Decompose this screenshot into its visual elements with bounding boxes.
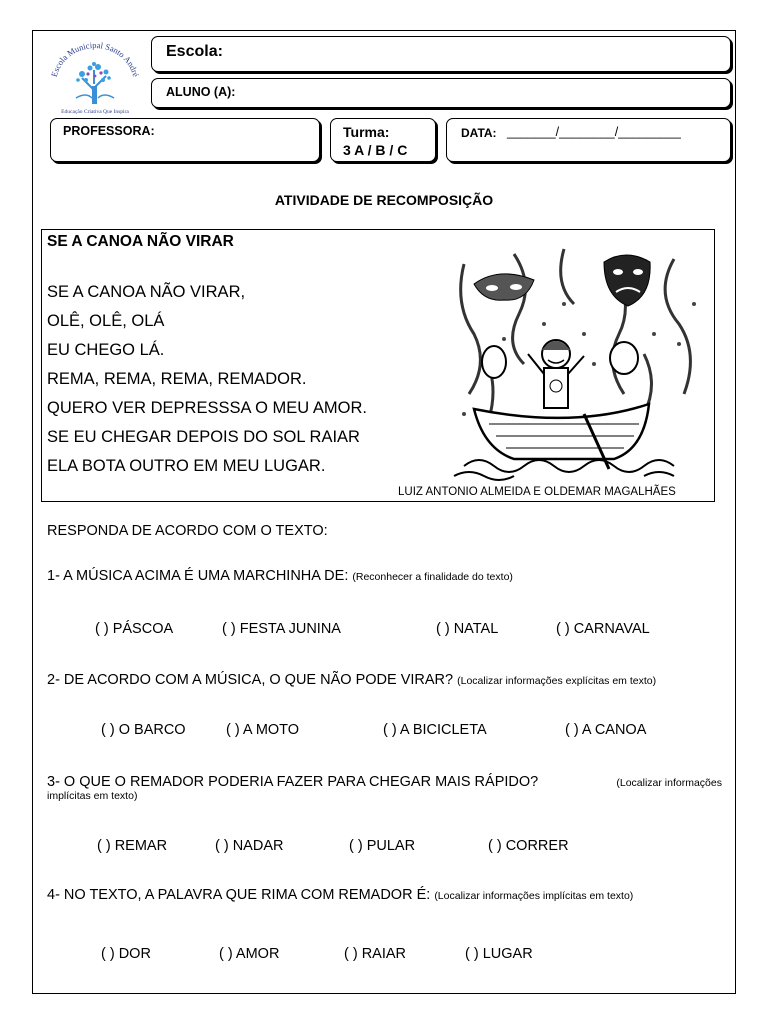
option-a-canoa[interactable]: ( ) A CANOA — [565, 722, 647, 738]
option-raiar[interactable]: ( ) RAIAR — [344, 946, 407, 962]
turma-field[interactable] — [330, 118, 436, 162]
poem-author: LUIZ ANTONIO ALMEIDA E OLDEMAR MAGALHÃES — [398, 486, 676, 498]
question-3 — [47, 774, 722, 802]
option-dor[interactable]: ( ) DOR — [101, 946, 151, 962]
poem-line: QUERO VER DEPRESSSA O MEU AMOR. — [47, 399, 367, 417]
question-skill: (Reconhecer a finalidade do texto) — [352, 571, 513, 583]
escola-field[interactable] — [151, 36, 731, 72]
question-skill-cont: implícitas em texto) — [47, 790, 138, 802]
question-skill: (Localizar informações — [616, 777, 722, 789]
option-amor[interactable]: ( ) AMOR — [219, 946, 280, 962]
question-skill: (Localizar informações explícitas em texto) — [457, 675, 657, 687]
turma-value: 3 A / B / C — [343, 142, 408, 158]
option-natal[interactable]: ( ) NATAL — [436, 621, 499, 637]
activity-title: ATIVIDADE DE RECOMPOSIÇÃO — [274, 192, 494, 208]
question-text: 2- DE ACORDO COM A MÚSICA, O QUE NÃO PODE VIRAR? — [47, 672, 454, 688]
question-skill: (Localizar informações implícitas em texto) — [434, 890, 634, 902]
poem-line: ELA BOTA OUTRO EM MEU LUGAR. — [47, 457, 326, 475]
question-text: 1- A MÚSICA ACIMA É UMA MARCHINHA DE: — [47, 568, 349, 584]
poem-title: SE A CANOA NÃO VIRAR — [47, 233, 234, 250]
option-nadar[interactable]: ( ) NADAR — [215, 838, 284, 854]
aluno-field[interactable] — [151, 78, 731, 108]
question-text: 4- NO TEXTO, A PALAVRA QUE RIMA COM REMADOR É: — [47, 887, 431, 903]
logo-motto: Educação Criativa Que Inspira — [61, 109, 129, 115]
instruction: RESPONDA DE ACORDO COM O TEXTO: — [47, 523, 328, 539]
option-a-moto[interactable]: ( ) A MOTO — [226, 722, 300, 738]
svg-text:Escola Municipal Santo André: Escola Municipal Santo André — [48, 40, 142, 78]
poem-line: SE A CANOA NÃO VIRAR, — [47, 283, 246, 301]
data-label: DATA: — [461, 126, 497, 140]
option-remar[interactable]: ( ) REMAR — [97, 838, 168, 854]
option-lugar[interactable]: ( ) LUGAR — [465, 946, 533, 962]
option-festa-junina[interactable]: ( ) FESTA JUNINA — [222, 621, 341, 637]
option-o-barco[interactable]: ( ) O BARCO — [101, 722, 186, 738]
professora-label: PROFESSORA: — [63, 124, 155, 138]
professora-field[interactable] — [50, 118, 320, 162]
carnival-canoe-illustration — [444, 244, 714, 484]
poem-line: SE EU CHEGAR DEPOIS DO SOL RAIAR — [47, 428, 360, 446]
poem-line: REMA, REMA, REMA, REMADOR. — [47, 370, 307, 388]
poem-line: OLÊ, OLÊ, OLÁ — [47, 312, 165, 330]
turma-label: Turma: — [343, 124, 390, 140]
tragedy-mask-icon — [604, 255, 650, 306]
question-2 — [47, 672, 656, 688]
option-pascoa[interactable]: ( ) PÁSCOA — [95, 621, 174, 637]
poem-line: EU CHEGO LÁ. — [47, 341, 165, 359]
aluno-label: ALUNO (A): — [166, 85, 236, 99]
canoe-shape — [474, 404, 649, 459]
question-text: 3- O QUE O REMADOR PODERIA FAZER PARA CHEGAR MAIS RÁPIDO? — [47, 774, 539, 790]
option-pular[interactable]: ( ) PULAR — [349, 838, 416, 854]
option-correr[interactable]: ( ) CORRER — [488, 838, 569, 854]
option-a-bicicleta[interactable]: ( ) A BICICLETA — [383, 722, 487, 738]
option-carnaval[interactable]: ( ) CARNAVAL — [556, 621, 650, 637]
escola-label: Escola: — [166, 43, 223, 60]
data-blanks: _______/________/_________ — [507, 125, 681, 139]
data-field[interactable] — [446, 118, 731, 162]
question-1 — [47, 568, 513, 584]
question-4 — [47, 887, 633, 903]
school-logo — [46, 40, 144, 116]
